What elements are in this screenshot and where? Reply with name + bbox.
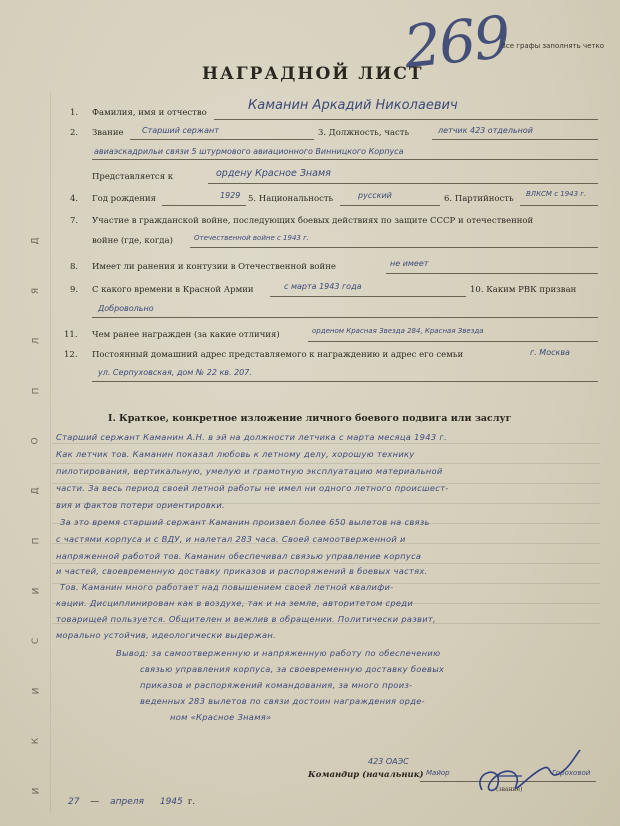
field-value-rank: Старший сержант [142, 126, 219, 135]
field-value-army-since: с марта 1943 года [284, 282, 362, 291]
margin-line [50, 92, 51, 812]
field-label-rank: Звание [92, 128, 124, 138]
field-value-award: ордену Красное Знамя [216, 168, 331, 179]
field-underline [386, 273, 598, 274]
field-number: 4. [70, 194, 79, 204]
field-label-wounds: Имеет ли ранения и контузии в Отечественной войне [92, 262, 336, 272]
field-underline [432, 139, 598, 140]
date-year: 1945 [159, 797, 183, 807]
side-letter: И [30, 687, 41, 695]
side-letter: Л [31, 337, 41, 345]
field-value-previous-awards: орденом Красная Звезда 284, Красная Звезда [312, 327, 484, 335]
field-label-army-since: С какого времени в Красной Армии [92, 285, 254, 295]
commander-signature [452, 742, 592, 802]
field-underline [520, 205, 598, 206]
ruled-line [52, 563, 600, 564]
field-underline [190, 247, 598, 248]
side-letter: О [31, 437, 41, 445]
field-label-war-participation: Участие в гражданской войне, последующих боевых действиях по защите СССР и отечественной [92, 216, 534, 226]
citation-line: и частей, своевременную доставку приказов и распоряжений в боевых частях. [56, 566, 428, 576]
sheet-date: 27 — апреля 1945 г. [68, 797, 195, 807]
side-letter: П [31, 537, 41, 545]
field-label-rvk: 10. Каким РВК призван [470, 285, 577, 295]
side-vertical-text [26, 236, 46, 796]
side-letter: И [30, 587, 41, 595]
date-month: апреля [110, 797, 144, 807]
citation-line: Как летчик тов. Каманин показал любовь к летному делу, хорошую технику [56, 449, 415, 459]
date-day: 27 [68, 797, 80, 807]
field-underline [92, 159, 598, 160]
field-value-address-street: ул. Серпуховская, дом № 22 кв. 207. [98, 368, 252, 377]
citation-line: напряженной работой тов. Каманин обеспечивал связью управление корпуса [56, 551, 422, 561]
citation-line: кации. Дисциплинирован как в воздухе, так и на земле, авторитетом среди [56, 598, 414, 608]
side-letter: Д [31, 237, 41, 245]
field-number: 2. [70, 128, 79, 138]
side-letter: К [30, 737, 41, 745]
field-label-war-where: войне (где, когда) [92, 236, 173, 246]
side-letter: И [30, 787, 41, 795]
side-letter: Д [31, 487, 41, 495]
field-underline [214, 119, 598, 120]
field-value-wounds: не имеет [390, 259, 429, 268]
field-label-nominated: Представляется к [92, 172, 174, 182]
citation-line: Старший сержант Каманин А.Н. в эй на должности летчика с марта месяца 1943 г. [56, 432, 447, 442]
field-underline [208, 183, 598, 184]
commander-label: Командир (начальник) [308, 770, 424, 780]
field-underline [162, 205, 246, 206]
field-underline [130, 139, 314, 140]
citation-line: Тов. Каманин много работает над повышением своей летной квалифи- [60, 582, 394, 592]
field-number: 8. [70, 262, 79, 272]
field-number: 11. [64, 330, 78, 340]
field-value-birth-year: 1929 [220, 191, 241, 200]
citation-line: товарищей пользуется. Общителен и вежлив в обращении. Политически развит, [56, 614, 436, 624]
commander-name: Гороховой [552, 769, 591, 777]
field-label-name: Фамилия, имя и отчество [92, 108, 207, 118]
conclusion-line: связью управления корпуса, за своевременную доставку боевых [140, 664, 445, 674]
citation-line: вия и фактов потери ориентировки. [56, 500, 225, 510]
field-label-birth-year: Год рождения [92, 194, 157, 204]
field-underline [270, 296, 466, 297]
field-value-rvk: Добровольно [98, 304, 154, 313]
page-title: НАГРАДНОЙ ЛИСТ [202, 64, 424, 84]
conclusion-line: Вывод: за самоотверженную и напряженную работу по обеспечению [116, 648, 441, 658]
field-underline [92, 381, 598, 382]
field-value-party: ВЛКСМ с 1943 г. [526, 190, 587, 198]
field-number: 9. [70, 285, 79, 295]
handwritten-sheet-number: 269 [400, 2, 512, 82]
citation-line: с частями корпуса и с ВДУ, и налетал 283 часа. Своей самоотверженной и [56, 534, 406, 544]
field-value-position: летчик 423 отдельной [438, 126, 533, 135]
secret-note: Все графы заполнять четко [501, 42, 604, 50]
field-label-previous-awards: Чем ранее награжден (за какие отличия) [92, 330, 280, 340]
commander-rank: Майор [426, 769, 450, 777]
conclusion-line: ном «Красное Знамя» [170, 712, 272, 722]
side-letter: П [31, 387, 41, 395]
field-underline [92, 317, 598, 318]
citation-line: части. За весь период своей летной работы не имел ни одного летного происшест- [56, 483, 449, 493]
side-letter: С [30, 637, 41, 645]
conclusion-line: веденных 283 вылетов по связи достоин награждения орде- [140, 696, 425, 706]
section-title: I. Краткое, конкретное изложение личного боевого подвига или заслуг [108, 413, 512, 424]
field-value-name: Каманин Аркадий Николаевич [248, 98, 458, 113]
ruled-line [52, 463, 600, 464]
citation-line: морально устойчив, идеологически выдержан. [56, 630, 277, 640]
field-underline [308, 341, 598, 342]
field-number: 12. [64, 350, 78, 360]
field-value-unit: авиаэскадрильи связи 5 штурмового авиационного Винницкого Корпуса [94, 147, 404, 156]
ruled-line [52, 443, 600, 444]
field-label-position: 3. Должность, часть [318, 128, 410, 138]
side-letter: Я [30, 287, 41, 295]
citation-line: пилотирования, вертикальную, умелую и грамотную эксплуатацию материальной [56, 466, 443, 476]
field-label-party: 6. Партийность [444, 194, 514, 204]
field-underline [340, 205, 440, 206]
field-number: 7. [70, 216, 79, 226]
unit-handwritten: 423 ОАЭС [368, 757, 409, 766]
field-value-address-city: г. Москва [530, 348, 570, 357]
rank-caption: (звание) [496, 786, 523, 793]
field-number: 1. [70, 108, 79, 118]
date-suffix: г. [187, 797, 195, 807]
field-value-nationality: русский [358, 191, 392, 200]
field-label-nationality: 5. Национальность [248, 194, 334, 204]
field-value-war-participation: Отечественной войне с 1943 г. [194, 234, 309, 242]
conclusion-line: приказов и распоряжений командования, за много произ- [140, 680, 413, 690]
citation-line: За это время старший сержант Каманин произвел более 650 вылетов на связь [60, 517, 430, 527]
field-label-address: Постоянный домашний адрес представляемого к награждению и адрес его семьи [92, 350, 464, 360]
